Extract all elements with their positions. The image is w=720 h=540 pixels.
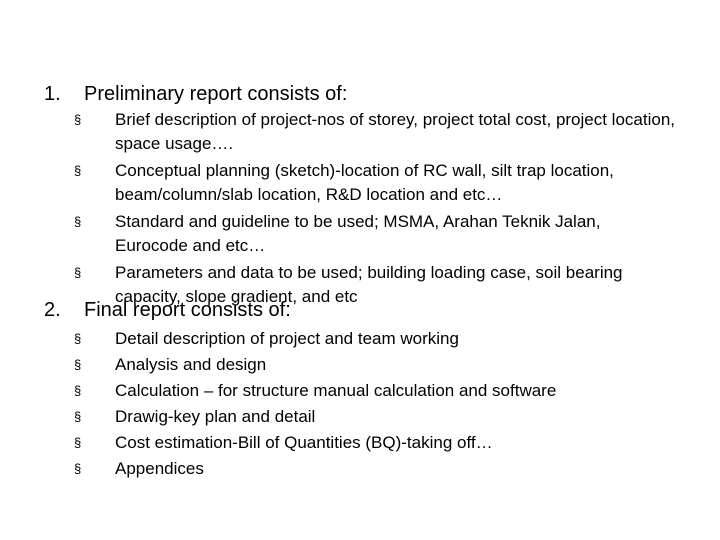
list-item <box>40 159 700 207</box>
bullet-icon: § <box>74 265 82 280</box>
list-item <box>40 404 700 430</box>
section-title: Preliminary report consists of: <box>84 83 348 105</box>
bullet-icon: § <box>74 163 82 178</box>
bullet-icon: § <box>74 331 82 346</box>
section-heading <box>40 296 700 324</box>
bullet-icon: § <box>74 409 82 424</box>
list-item-text: Analysis and design <box>115 355 267 374</box>
bullet-icon: § <box>74 357 82 372</box>
section-heading <box>40 80 700 108</box>
bullet-icon: § <box>74 435 82 450</box>
list-item-text: Calculation – for structure manual calculation and software <box>115 381 557 400</box>
section-number: 2. <box>44 299 61 321</box>
list-item-text: Parameters and data to be used; building loading case, soil bearing capacity, slope gradient, and etc <box>115 263 623 306</box>
section-final-report <box>40 296 700 482</box>
list-item-text: Detail description of project and team working <box>115 329 459 348</box>
list-item-text: Cost estimation-Bill of Quantities (BQ)-taking off… <box>115 433 493 452</box>
list-item-text: Conceptual planning (sketch)-location of RC wall, silt trap location, beam/column/slab location, R&D location and etc… <box>115 161 614 204</box>
section-number: 1. <box>44 83 61 105</box>
bullet-icon: § <box>74 214 82 229</box>
list-item-text: Drawig-key plan and detail <box>115 407 316 426</box>
list-item-text: Appendices <box>115 459 204 478</box>
list-item <box>40 326 700 352</box>
bullet-icon: § <box>74 383 82 398</box>
bullet-icon: § <box>74 461 82 476</box>
list-item <box>40 430 700 456</box>
list-item-text: Brief description of project-nos of storey, project total cost, project location, space usage…. <box>115 110 676 153</box>
bullet-list <box>40 108 700 309</box>
list-item <box>40 352 700 378</box>
list-item <box>40 108 700 156</box>
bullet-list <box>40 326 700 482</box>
list-item <box>40 378 700 404</box>
list-item-text: Standard and guideline to be used; MSMA, Arahan Teknik Jalan, Eurocode and etc… <box>115 212 601 255</box>
bullet-icon: § <box>74 112 82 127</box>
list-item <box>40 210 700 258</box>
list-item <box>40 456 700 482</box>
section-title: Final report consists of: <box>84 299 291 321</box>
section-preliminary-report <box>40 80 700 312</box>
